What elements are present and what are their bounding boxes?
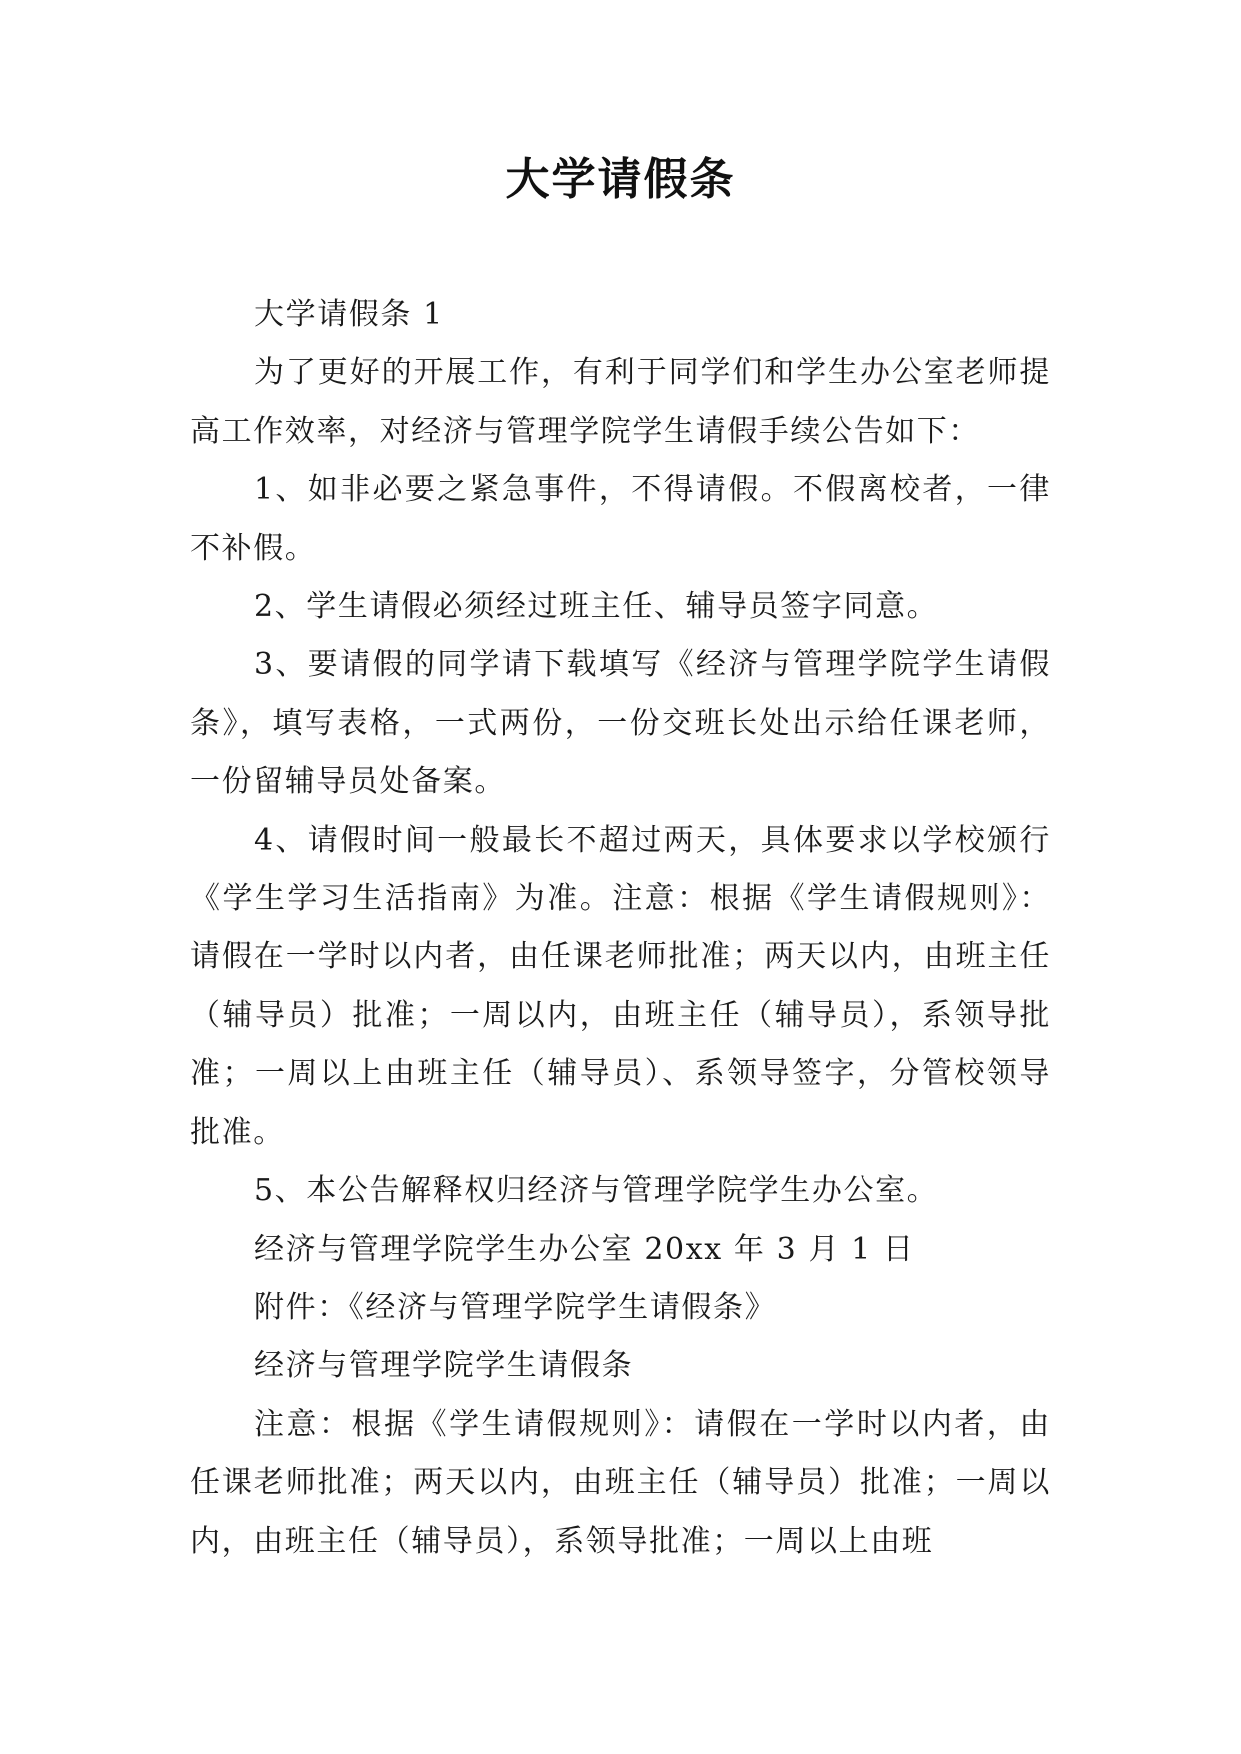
attachment-line: 附件：《经济与管理学院学生请假条》 <box>254 1289 777 1325</box>
document-title: 大学请假条 <box>505 154 736 205</box>
section-heading: 大学请假条 1 <box>254 297 444 332</box>
rule-5-paragraph: 5、本公告解释权归经济与管理学院学生办公室。 <box>254 1173 939 1209</box>
rule-4-paragraph: 4、请假时间一般最长不超过两天，具体要求以学校颁行《学生学习生活指南》为准。注意：根据《学生请假规则》：请假在一学时以内者，由任课老师批准；两天以内，由班主任（辅导员）批准；一周以内，由班主任（辅导员），系领导批准；一周以上由班主任（辅导员）、系领导签字，分管校领导批准。 <box>190 822 1051 1150</box>
document-body <box>190 286 1051 1571</box>
form-title: 经济与管理学院学生请假条 <box>254 1348 634 1384</box>
rule-1-paragraph: 1、如非必要之紧急事件，不得请假。不假离校者，一律不补假。 <box>190 472 1051 566</box>
note-paragraph: 注意：根据《学生请假规则》：请假在一学时以内者，由任课老师批准；两天以内，由班主任（辅导员）批准；一周以内，由班主任（辅导员），系领导批准；一周以上由班 <box>190 1406 1051 1559</box>
rule-3-paragraph: 3、要请假的同学请下载填写《经济与管理学院学生请假条》，填写表格，一式两份，一份交班长处出示给任课老师，一份留辅导员处备案。 <box>190 647 1051 800</box>
rule-2-paragraph: 2、学生请假必须经过班主任、辅导员签字同意。 <box>254 589 939 625</box>
signature-line: 经济与管理学院学生办公室 20xx 年 3 月 1 日 <box>254 1231 915 1267</box>
intro-paragraph: 为了更好的开展工作，有利于同学们和学生办公室老师提高工作效率，对经济与管理学院学生请假手续公告如下： <box>190 355 1051 449</box>
